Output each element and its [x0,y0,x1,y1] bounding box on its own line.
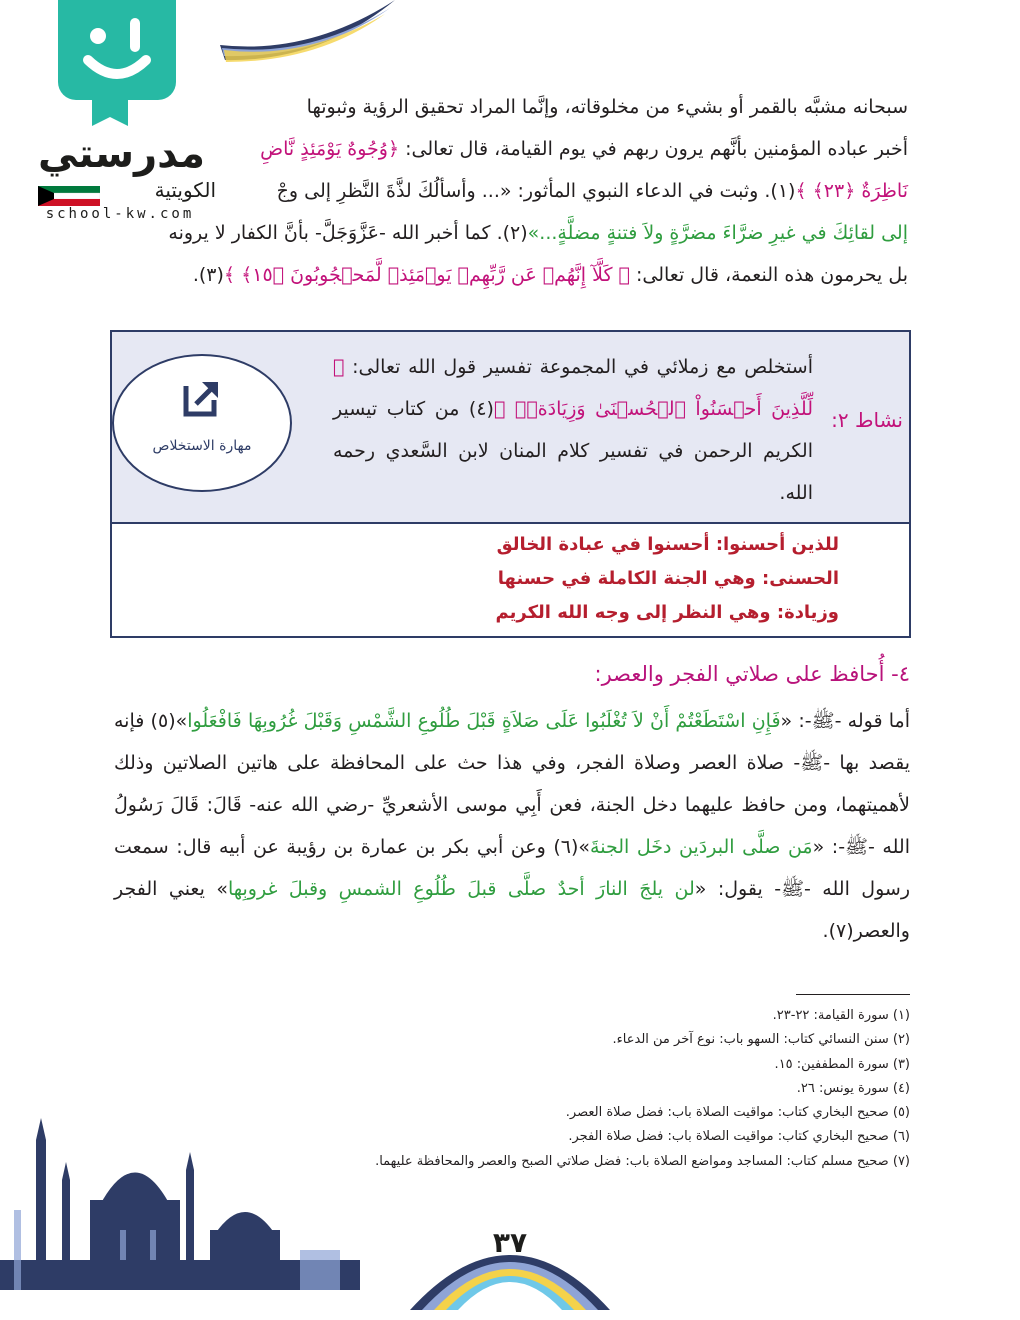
hadith-text: لن يلجَ النارَ أحدٌ صلَّى قبلَ طُلُوعِ الشمسِ وقبلَ غروبِها [227,878,695,900]
activity-source: (٤) من كتاب تيسير الكريم الرحمن في تفسير كلام المنان لابن السَّعدي رحمه الله. [333,398,813,504]
footnotes [375,1004,910,1174]
hadith-text: فَإِنِ اسْتَطَعْتُمْ أَنْ لاَ تُغْلَبُوا عَلَى صَلاَةٍ قَبْلَ طُلُوعِ الشَّمْسِ وَقَبْلَ غُرُوبِهَا فَافْعَلُوا [187,710,781,732]
quran-verse: نَاظِرَةٌ ﴿٢٣﴾ ﴾ [795,180,908,202]
line: أخبر عباده المؤمنين بأنَّهم يرون ربهم في يوم القيامة، قال تعالى: [399,138,908,160]
text-run: »(٦) وعن أبي بكر بن عمارة بن رؤيبة عن أبيه قال: سمعت رسول الله -ﷺ- يقول: « [114,836,911,900]
footnote: (٣) سورة المطففين: ١٥. [774,1056,910,1072]
text-run: » يعني الفجر والعصر(٧). [114,878,910,942]
section-heading: ٤- أُحافظ على صلاتي الفجر والعصر: [594,662,910,686]
footnote: (٤) سورة يونس: ٢٦. [796,1080,910,1096]
activity-text [333,346,813,514]
kuwait-flag-icon [38,186,100,206]
footnote: (٥) صحيح البخاري كتاب: مواقيت الصلاة باب: فضل صلاة العصر. [565,1105,910,1121]
mosque-silhouette [0,1110,360,1290]
page-number: ٣٧ [492,1226,528,1259]
text-run: »(٥) فإنه يقصد بها -ﷺ- صلاة العصر وصلاة الفجر، وفي هذا حث على المحافظة على هاتين الصلاتين وذلك لأهميتهما، ومن حافظ عليهما دخل الجنة، فعن أَبِي موسى الأشعريِّ -رضي الله عنه- قَالَ: قَالَ رَسُولُ الله -ﷺ-: « [114,710,910,858]
decorative-swoosh [200,0,400,70]
footnote: (١) سورة القيامة: ٢٢-٢٣. [772,1008,910,1023]
footnote: (٢) سنن النسائي كتاب: السهو باب: نوع آخر من الدعاء. [612,1032,910,1048]
line: بل يحرمون هذه النعمة، قال تعالى: [629,264,908,286]
paragraph-prayers [114,700,910,952]
paragraph-vision [108,86,908,296]
hadith-text: إلى لقائِكَ في غيرِ ضرَّاءَ مضرَّةٍ ولاَ فتنةٍ مضلَّةٍ...» [527,222,908,244]
line: (٣). [192,264,224,286]
activity-box [110,330,911,638]
line: سبحانه مشبَّه بالقمر أو بشيء من مخلوقاته، وإنَّما المراد تحقيق الرؤية وثبوتها [306,96,908,118]
footnote-divider [796,994,910,995]
footnote: (٧) صحيح مسلم كتاب: المساجد ومواضع الصلاة باب: فضل صلاتي الصبح والعصر والمحافظة عليهما. [375,1153,910,1169]
hadith-text: مَن صلَّى البردَين دخَل الجنةَ [590,836,813,858]
line: (٢). كما أخبر الله -عَزَّوَجَلَّ- بأنَّ الكفار لا يرونه [168,222,528,244]
logo-subtitle: الكويتية [154,178,216,202]
quran-verse: ﴿ لِّلَّذِينَ أَحۡسَنُواْ ٱلۡحُسۡنَىٰ وَزِيَادَةٞۖ ﴾ [333,356,813,420]
line: (١). وثبت في الدعاء النبوي المأثور: «... وأسألُكَ لذَّةَ النَّظرِ إلى وجْ [276,180,796,202]
answer-line: للذين أحسنوا: أحسنوا في عبادة الخالق [496,534,839,555]
activity-instruction: أستخلص مع زملائي في المجموعة تفسير قول الله تعالى: [344,356,813,378]
logo-wordmark: مدرستي [38,131,206,177]
activity-prompt-area [112,332,909,524]
extract-arrow-icon [182,378,222,418]
quran-verse: ﴿ كَلَّآ إِنَّهُمۡ عَن رَّبِّهِمۡ يَوۡمَئِذٖ لَّمَحۡجُوبُونَ ﴿١٥﴾ ﴾ [223,264,630,286]
logo-icon [58,0,176,100]
skill-badge [112,354,292,492]
answer-line: وزيادة: وهي النظر إلى وجه الله الكريم [495,602,839,623]
text-run: أما قوله -ﷺ-: « [780,710,910,732]
page-number-ornament [400,1200,620,1320]
footnote: (٦) صحيح البخاري كتاب: مواقيت الصلاة باب: فضل صلاة الفجر. [568,1129,910,1145]
quran-verse: ﴿وُجُوهٌ يَوْمَئِذٍ نَّاضِ [260,138,400,160]
answer-line: الحسنى: وهي الجنة الكاملة في حسنها [497,568,839,589]
activity-answers [496,528,840,630]
skill-label: مهارة الاستخلاص [152,438,252,454]
logo-url: school-kw.com [45,206,195,222]
activity-label: نشاط ٢: [831,408,903,432]
